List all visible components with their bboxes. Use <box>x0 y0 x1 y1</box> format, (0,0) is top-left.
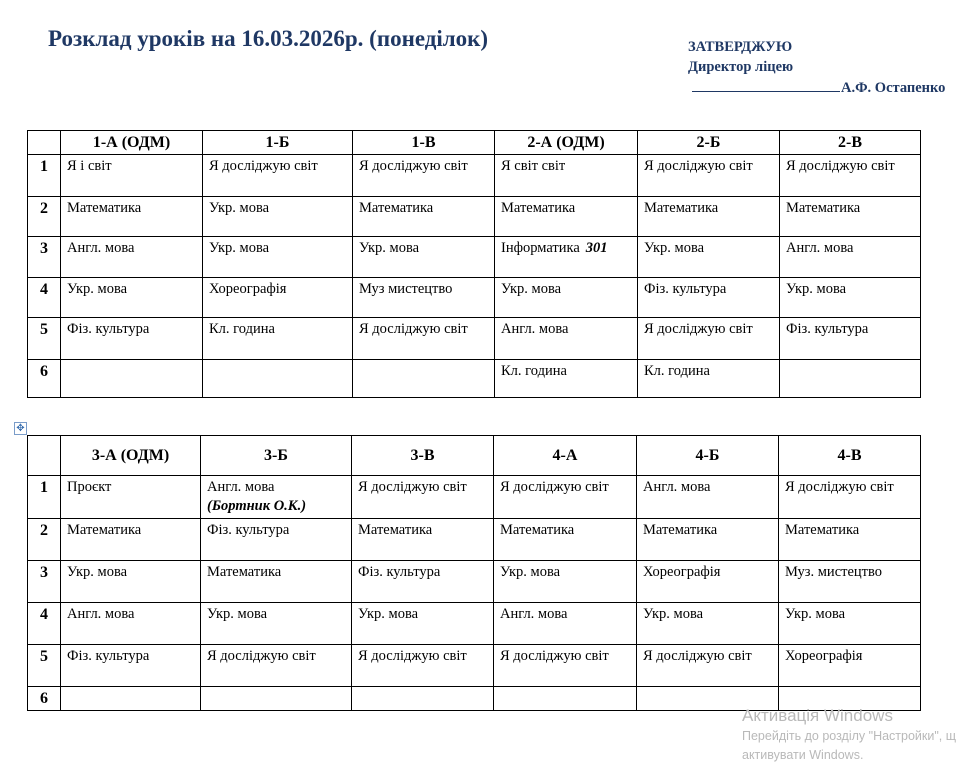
corner-cell <box>28 131 61 155</box>
class-header: 2-Б <box>638 131 780 155</box>
lesson-cell: Хореографія <box>637 561 779 603</box>
class-header: 4-А <box>494 436 637 476</box>
lesson-cell: Укр. мова <box>203 197 353 237</box>
table-row <box>28 197 921 237</box>
lesson-cell <box>201 687 352 711</box>
lesson-cell: Кл. година <box>203 318 353 360</box>
table-row <box>28 155 921 197</box>
lesson-cell: Хореографія <box>203 278 353 318</box>
lesson-number: 1 <box>28 476 61 519</box>
table-row <box>28 645 921 687</box>
activation-line: Перейдіть до розділу "Настройки", щ <box>742 729 957 743</box>
lesson-subject: Англ. мова <box>207 479 275 495</box>
lesson-cell <box>780 360 921 398</box>
lesson-cell: Я досліджую світ <box>638 318 780 360</box>
lesson-number: 1 <box>28 155 61 197</box>
lesson-cell: Кл. година <box>495 360 638 398</box>
lesson-cell <box>201 476 352 519</box>
lesson-cell: Укр. мова <box>637 603 779 645</box>
lesson-cell: Фіз. культура <box>638 278 780 318</box>
lesson-number: 6 <box>28 360 61 398</box>
lesson-cell: Математика <box>637 519 779 561</box>
lesson-cell: Математика <box>201 561 352 603</box>
lesson-number: 5 <box>28 318 61 360</box>
lesson-cell: Укр. мова <box>780 278 921 318</box>
lesson-cell: Математика <box>352 519 494 561</box>
lesson-cell: Муз. мистецтво <box>779 561 921 603</box>
lesson-cell: Фіз. культура <box>61 318 203 360</box>
lesson-cell: Я досліджую світ <box>352 645 494 687</box>
lesson-cell: Я досліджую світ <box>638 155 780 197</box>
lesson-number: 5 <box>28 645 61 687</box>
table-row <box>28 603 921 645</box>
lesson-number: 3 <box>28 237 61 278</box>
lesson-cell: Я досліджую світ <box>780 155 921 197</box>
class-header: 4-В <box>779 436 921 476</box>
table-row <box>28 278 921 318</box>
table-move-handle-icon[interactable]: ✥ <box>14 422 27 435</box>
lesson-cell: Укр. мова <box>495 278 638 318</box>
approval-signer: А.Ф. Остапенко <box>841 80 946 96</box>
lesson-cell: Укр. мова <box>201 603 352 645</box>
lesson-cell: Я досліджую світ <box>353 318 495 360</box>
lesson-cell: Укр. мова <box>61 278 203 318</box>
lesson-cell: Математика <box>638 197 780 237</box>
class-header: 1-А (ОДМ) <box>61 131 203 155</box>
lesson-cell: Я досліджую світ <box>352 476 494 519</box>
table-row <box>28 476 921 519</box>
class-header: 1-В <box>353 131 495 155</box>
lesson-cell: Укр. мова <box>353 237 495 278</box>
lesson-cell: Укр. мова <box>638 237 780 278</box>
class-header: 3-А (ОДМ) <box>61 436 201 476</box>
approval-position: Директор ліцею <box>688 59 794 75</box>
lesson-cell: Я досліджую світ <box>637 645 779 687</box>
activation-heading: Активація Windows <box>742 706 893 725</box>
corner-cell <box>28 436 61 476</box>
lesson-cell <box>495 237 638 278</box>
class-header: 3-В <box>352 436 494 476</box>
lesson-number: 6 <box>28 687 61 711</box>
lesson-cell: Математика <box>495 197 638 237</box>
table-row <box>28 519 921 561</box>
lesson-subject: Інформатика <box>501 240 580 256</box>
lesson-cell: Хореографія <box>779 645 921 687</box>
lesson-cell: Я і світ <box>61 155 203 197</box>
approval-heading: ЗАТВЕРДЖУЮ <box>688 39 793 55</box>
approval-block <box>688 37 945 98</box>
class-header: 2-В <box>780 131 921 155</box>
lesson-cell: Укр. мова <box>352 603 494 645</box>
table-row <box>28 318 921 360</box>
lesson-cell: Фіз. культура <box>61 645 201 687</box>
windows-activation-watermark <box>742 705 956 765</box>
lesson-number: 2 <box>28 519 61 561</box>
table-row <box>28 237 921 278</box>
lesson-number: 4 <box>28 278 61 318</box>
lesson-cell: Укр. мова <box>203 237 353 278</box>
lesson-cell: Проєкт <box>61 476 201 519</box>
table-row <box>28 561 921 603</box>
lesson-cell: Я досліджую світ <box>201 645 352 687</box>
lesson-cell: Я досліджую світ <box>494 476 637 519</box>
lesson-cell <box>353 360 495 398</box>
lesson-cell: Математика <box>61 519 201 561</box>
lesson-cell: Математика <box>353 197 495 237</box>
class-header: 4-Б <box>637 436 779 476</box>
class-header: 3-Б <box>201 436 352 476</box>
schedule-table-grades-1-2 <box>27 130 921 398</box>
activation-line: активувати Windows. <box>742 748 864 762</box>
lesson-cell: Я досліджую світ <box>494 645 637 687</box>
lesson-cell <box>61 360 203 398</box>
lesson-cell <box>494 687 637 711</box>
lesson-cell: Я світ світ <box>495 155 638 197</box>
lesson-cell: Англ. мова <box>61 237 203 278</box>
lesson-cell: Англ. мова <box>637 476 779 519</box>
lesson-cell: Фіз. культура <box>201 519 352 561</box>
teacher-note: (Бортник О.К.) <box>207 498 307 514</box>
lesson-cell: Муз мистецтво <box>353 278 495 318</box>
room-number: 301 <box>585 240 608 256</box>
lesson-cell <box>61 687 201 711</box>
lesson-number: 2 <box>28 197 61 237</box>
schedule-table-grades-3-4 <box>27 435 921 711</box>
class-header: 1-Б <box>203 131 353 155</box>
lesson-cell: Я досліджую світ <box>779 476 921 519</box>
lesson-cell: Укр. мова <box>779 603 921 645</box>
lesson-cell: Укр. мова <box>61 561 201 603</box>
lesson-cell: Укр. мова <box>494 561 637 603</box>
lesson-cell <box>203 360 353 398</box>
class-header: 2-А (ОДМ) <box>495 131 638 155</box>
lesson-cell: Англ. мова <box>494 603 637 645</box>
lesson-cell: Математика <box>61 197 203 237</box>
page-title: Розклад уроків на 16.03.2026р. (понеділок) <box>48 26 489 51</box>
lesson-number: 4 <box>28 603 61 645</box>
lesson-cell: Математика <box>779 519 921 561</box>
lesson-cell: Математика <box>780 197 921 237</box>
lesson-cell: Фіз. культура <box>780 318 921 360</box>
lesson-cell: Англ. мова <box>495 318 638 360</box>
lesson-cell: Математика <box>494 519 637 561</box>
lesson-cell: Я досліджую світ <box>353 155 495 197</box>
lesson-cell <box>352 687 494 711</box>
signature-line <box>692 77 840 92</box>
approval-signature <box>688 77 945 98</box>
lesson-cell: Я досліджую світ <box>203 155 353 197</box>
table-row <box>28 360 921 398</box>
lesson-cell: Фіз. культура <box>352 561 494 603</box>
lesson-cell: Англ. мова <box>61 603 201 645</box>
lesson-cell: Кл. година <box>638 360 780 398</box>
lesson-cell: Англ. мова <box>780 237 921 278</box>
lesson-number: 3 <box>28 561 61 603</box>
